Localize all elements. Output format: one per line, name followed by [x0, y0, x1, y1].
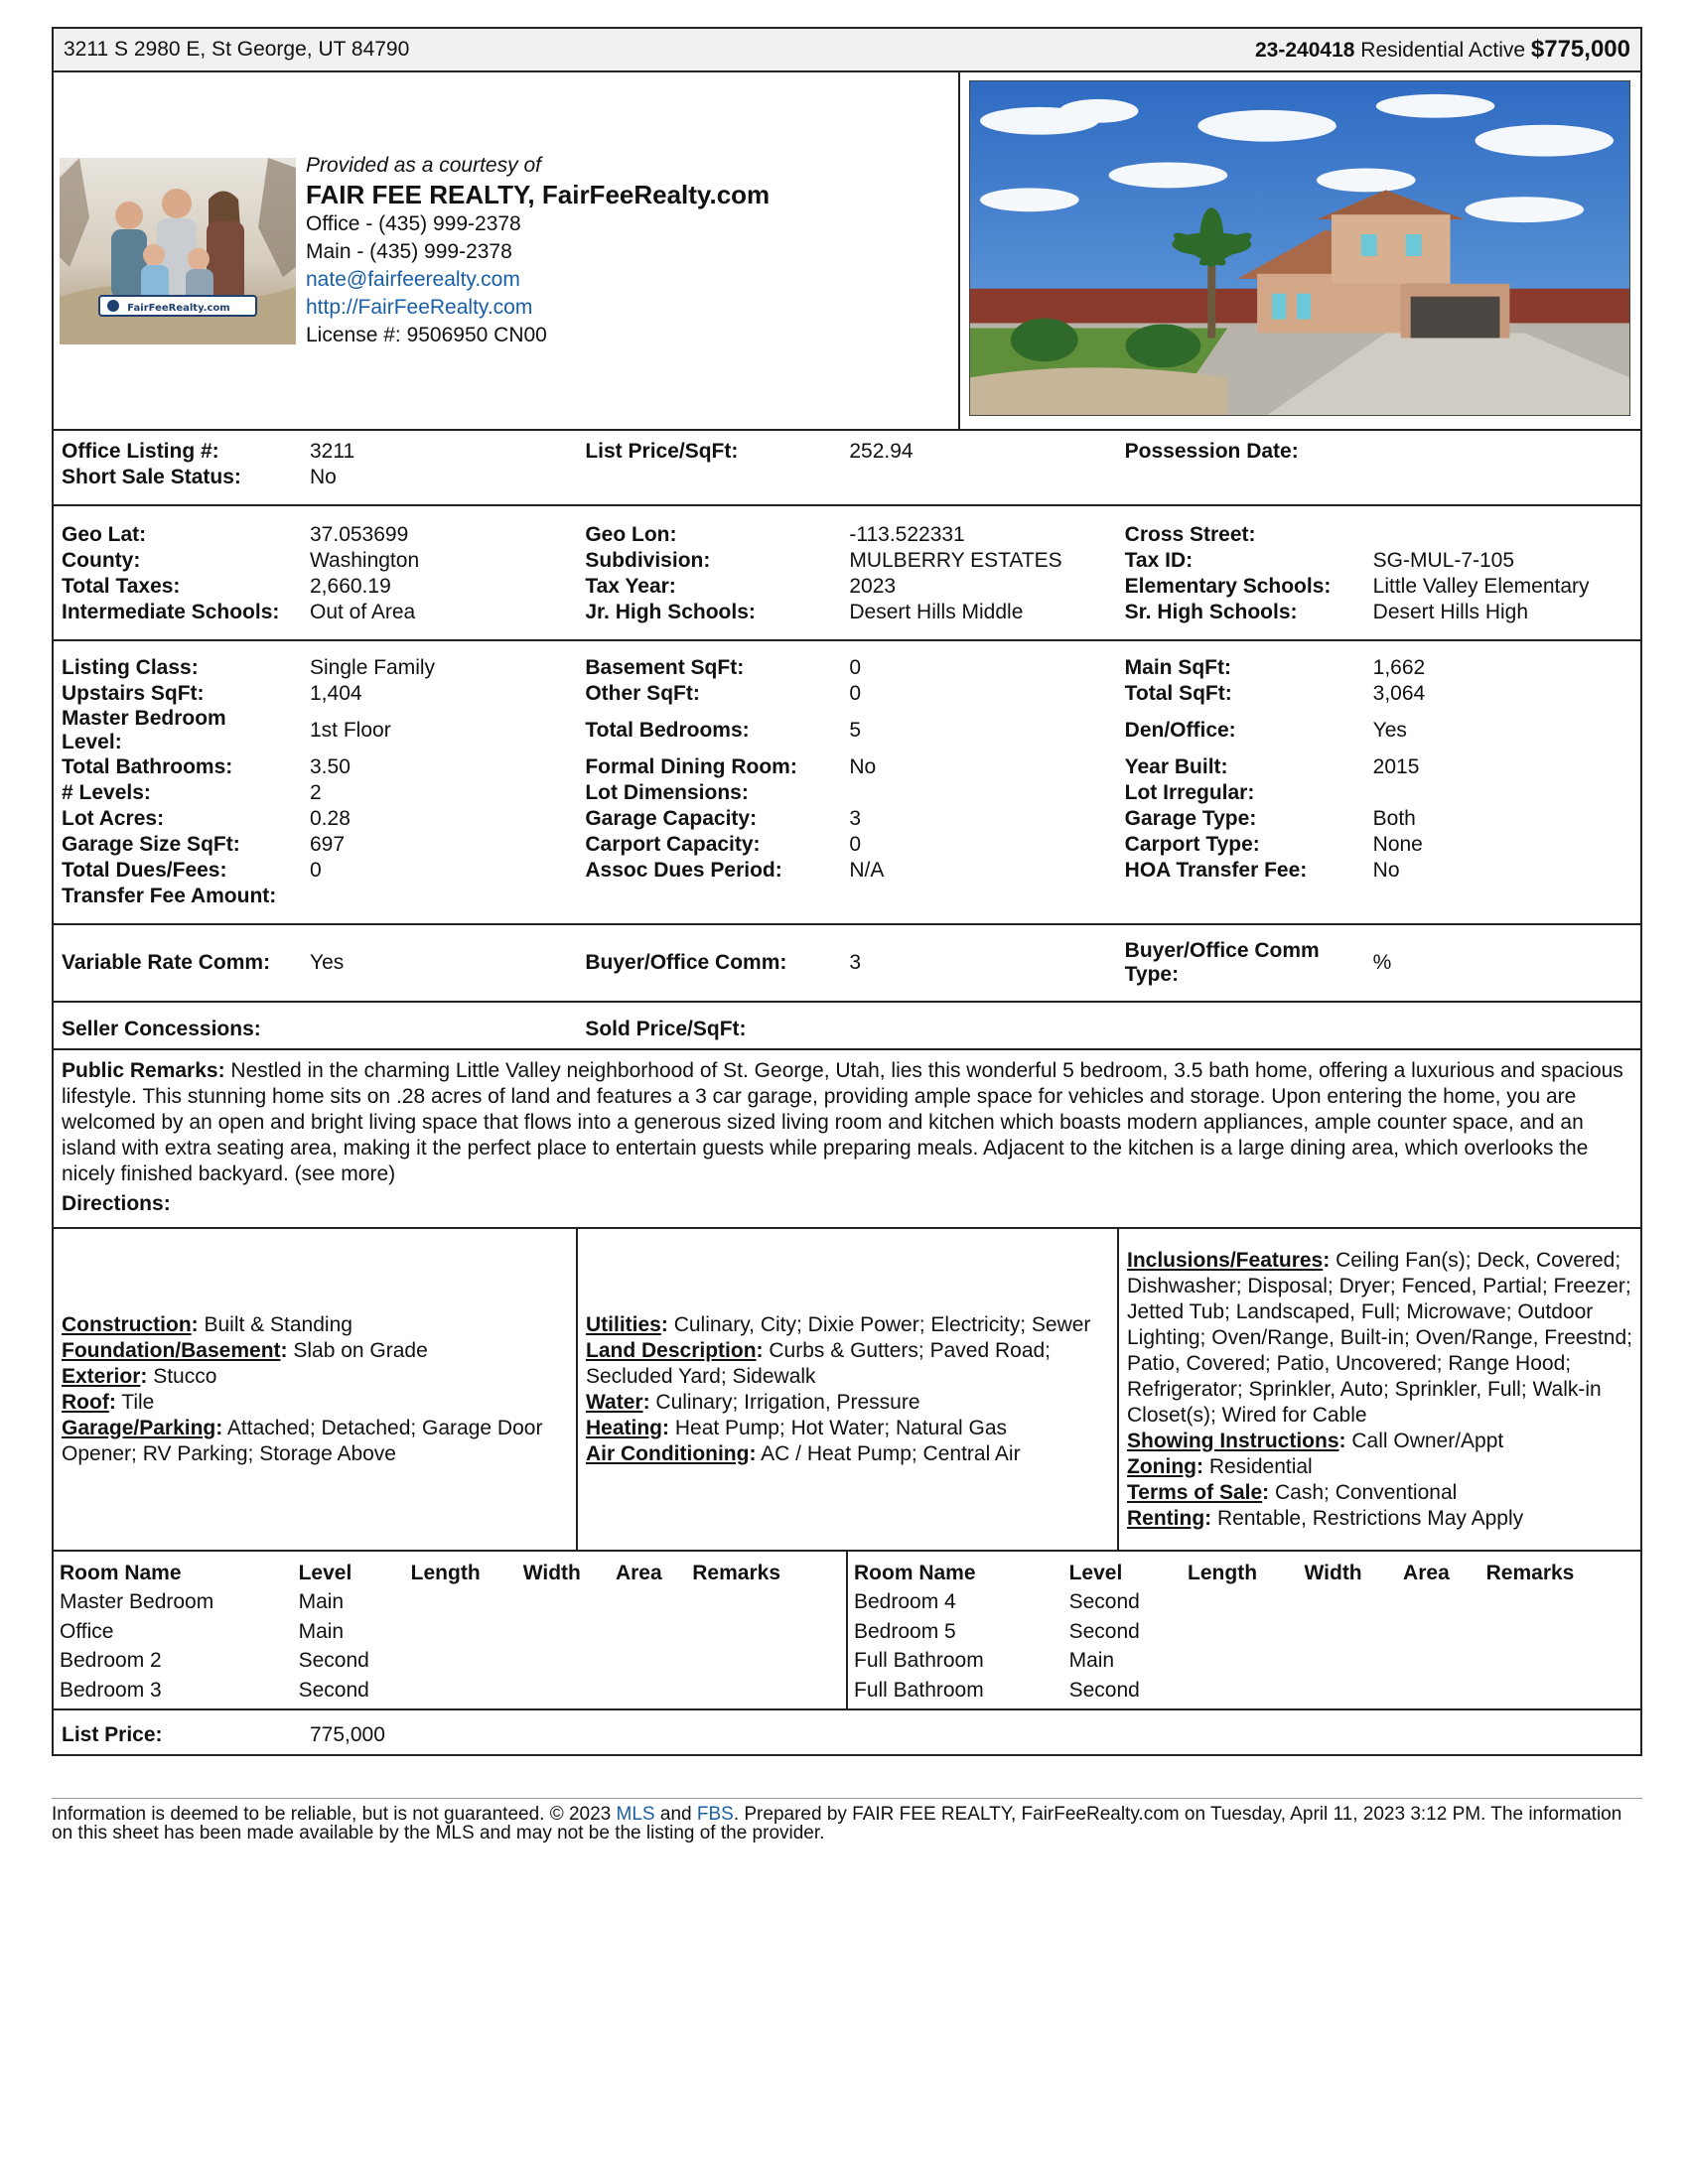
- public-remarks: [62, 1058, 1630, 1187]
- feature-item: Zoning: Residential: [1127, 1454, 1313, 1478]
- field-label: Listing Class:: [62, 656, 199, 679]
- field-label: # Levels:: [62, 781, 151, 804]
- agent-website-link[interactable]: http://FairFeeRealty.com: [306, 296, 533, 320]
- column-header: Width: [522, 1562, 581, 1584]
- column-header: Area: [1403, 1562, 1450, 1584]
- field-value: 3,064: [1372, 682, 1426, 705]
- field-label: Year Built:: [1124, 755, 1228, 778]
- field-value: 2023: [849, 575, 897, 598]
- column-header: Length: [410, 1562, 481, 1584]
- commission-section: [54, 925, 1640, 1003]
- table-row: Office Main: [60, 1619, 345, 1643]
- table-row: Full Bathroom Main: [854, 1649, 1115, 1672]
- field-label: Garage Capacity:: [585, 807, 758, 830]
- info-row: [62, 806, 1640, 832]
- agent-area: [54, 72, 960, 429]
- listing-info-section: [54, 431, 1640, 506]
- column-header: Remarks: [692, 1562, 780, 1584]
- column-header: Width: [1304, 1562, 1362, 1584]
- table-row: Full Bathroom Second: [854, 1678, 1140, 1702]
- field-label: Buyer/Office Comm Type:: [1124, 939, 1320, 986]
- field-label: Total Dues/Fees:: [62, 859, 227, 882]
- column-header: Area: [615, 1562, 662, 1584]
- sale-section: [54, 1003, 1640, 1050]
- feature-item: Construction: Built & Standing: [62, 1312, 352, 1336]
- listing-price: $775,000: [1530, 35, 1630, 63]
- field-label: Formal Dining Room:: [585, 755, 797, 778]
- field-value: Desert Hills Middle: [849, 601, 1024, 623]
- rooms-table-left: [54, 1552, 846, 1708]
- field-label: Sr. High Schools:: [1124, 601, 1298, 623]
- field-label: Short Sale Status:: [62, 466, 241, 488]
- field-label: [1125, 884, 1373, 909]
- column-header: Room Name: [60, 1562, 182, 1584]
- info-row: [62, 465, 1640, 490]
- field-value: No: [310, 466, 337, 488]
- feature-item: Heating: Heat Pump; Hot Water; Natural Gas: [586, 1416, 1008, 1439]
- class-status: Residential Active: [1360, 38, 1526, 62]
- field-label: Total Taxes:: [62, 575, 181, 598]
- info-row: [62, 858, 1640, 884]
- field-value: 0: [310, 859, 322, 882]
- feature-item: Inclusions/Features: Ceiling Fan(s); Deck, Covered; Dishwasher; Disposal; Dryer; Fenced, Partial; Freezer; Jetted Tub; Landscaped, Full; Microwave; Outdoor Lighting; Oven/Range, Built-in; Oven/Range, Freestnd; Patio, Covered; Patio, Uncovered; Range Hood; Refrigerator; Sprinkler, Auto; Sprinkler, Full; Walk-in Closet(s); Wired for Cable: [1127, 1248, 1632, 1427]
- table-row: Bedroom 3 Second: [60, 1678, 369, 1702]
- public-remarks-text: Nestled in the charming Little Valley neighborhood of St. George, Utah, lies this wonderful 5 bedroom, 3.5 bath home, offering a luxurious and spacious lifestyle. This stunning home sits on .28 acres of land and features a 3 car garage, providing ample space for vehicles and storage. Upon entering the home, you are welcomed by an open and bright living space that flows into a generous sized living room and kitchen which boasts modern appliances, ample counter space, and an island with extra seating area, making it the perfect place to entertain guests while preparing meals. Adjacent to the kitchen is a large dining area, which overlooks the nicely finished backyard. (see more): [62, 1059, 1623, 1185]
- field-value: MULBERRY ESTATES: [849, 549, 1062, 572]
- field-label: Total Bedrooms:: [585, 719, 750, 742]
- features-section: [54, 1229, 1640, 1552]
- field-label: Possession Date:: [1124, 440, 1299, 463]
- rooms-table-right: [846, 1552, 1640, 1708]
- field-label: [1125, 465, 1373, 490]
- public-remarks-label: Public Remarks:: [62, 1059, 225, 1082]
- info-row: [62, 574, 1640, 600]
- field-label: Seller Concessions:: [62, 1018, 261, 1040]
- info-row: [62, 655, 1640, 681]
- license-number: License #: 9506950 CN00: [306, 323, 547, 346]
- field-label: [585, 465, 849, 490]
- field-label: Lot Dimensions:: [585, 781, 749, 804]
- field-value: Yes: [1372, 719, 1407, 742]
- agent-logo-text: FairFeeRealty.com: [127, 302, 230, 314]
- field-value: -113.522331: [849, 523, 965, 546]
- property-details-section: [54, 641, 1640, 925]
- field-value: 5: [849, 719, 862, 742]
- column-header: Length: [1188, 1562, 1258, 1584]
- field-value: 0.28: [310, 807, 351, 830]
- field-value: Little Valley Elementary: [1372, 575, 1590, 598]
- mls-number: 23-240418: [1255, 38, 1355, 62]
- info-row: [62, 832, 1640, 858]
- list-price-label: List Price:: [62, 1723, 163, 1746]
- features-column-utilities: [578, 1229, 1119, 1550]
- field-value: Out of Area: [310, 601, 416, 623]
- field-label: Other SqFt:: [585, 682, 700, 705]
- field-label: Variable Rate Comm:: [62, 951, 271, 974]
- list-price-row: [54, 1710, 1640, 1754]
- info-row: [62, 939, 1640, 987]
- house-photo: [969, 80, 1630, 416]
- feature-item: Air Conditioning: AC / Heat Pump; Central Air: [586, 1441, 1021, 1465]
- field-label: [1125, 1017, 1373, 1042]
- field-value: %: [1372, 951, 1392, 974]
- field-value: No: [849, 755, 877, 778]
- field-label: Geo Lon:: [585, 523, 677, 546]
- field-label: Tax Year:: [585, 575, 676, 598]
- company-name: FAIR FEE REALTY, FairFeeRealty.com: [306, 180, 771, 210]
- info-row: [62, 754, 1640, 780]
- field-value: 1st Floor: [310, 719, 391, 742]
- field-value: Desert Hills High: [1372, 601, 1529, 623]
- field-value: Yes: [310, 951, 345, 974]
- location-section: [54, 506, 1640, 641]
- info-row: [62, 548, 1640, 574]
- field-label: HOA Transfer Fee:: [1124, 859, 1308, 882]
- field-value: 3211: [310, 440, 355, 463]
- feature-item: Renting: Rentable, Restrictions May Apply: [1127, 1506, 1524, 1530]
- features-column-construction: [54, 1229, 578, 1550]
- feature-item: Water: Culinary; Irrigation, Pressure: [586, 1390, 920, 1414]
- field-label: Total SqFt:: [1124, 682, 1232, 705]
- field-label: Master Bedroom Level:: [62, 707, 226, 753]
- feature-item: Roof: Tile: [62, 1390, 155, 1414]
- feature-item: Showing Instructions: Call Owner/Appt: [1127, 1429, 1504, 1452]
- rooms-header-row: [60, 1560, 840, 1587]
- feature-item: Foundation/Basement: Slab on Grade: [62, 1338, 428, 1362]
- field-label: Garage Size SqFt:: [62, 833, 240, 856]
- field-label: Lot Irregular:: [1124, 781, 1255, 804]
- fbs-link[interactable]: FBS: [696, 1804, 734, 1825]
- field-label: Elementary Schools:: [1124, 575, 1332, 598]
- field-label: Intermediate Schools:: [62, 601, 280, 623]
- directions-label: Directions:: [62, 1192, 171, 1215]
- column-header: Room Name: [854, 1562, 976, 1584]
- field-label: County:: [62, 549, 141, 572]
- field-label: Carport Capacity:: [585, 833, 761, 856]
- field-value: Single Family: [310, 656, 436, 679]
- field-label: Carport Type:: [1124, 833, 1260, 856]
- features-column-inclusions: [1119, 1229, 1640, 1550]
- feature-item: Land Description: Curbs & Gutters; Paved Road; Secluded Yard; Sidewalk: [586, 1338, 1052, 1388]
- field-label: Jr. High Schools:: [585, 601, 756, 623]
- field-value: 3: [849, 807, 862, 830]
- field-value: 2015: [1372, 755, 1420, 778]
- listing-sheet: [52, 27, 1642, 1756]
- disclaimer-footer: Information is deemed to be reliable, but is not guaranteed. © 2023 MLS and FBS. Prepared by FAIR FEE REALTY, FairFeeRealty.com on Tuesday, April 11, 2023 3:12 PM. The information on this sheet has been made available by the MLS and may not be the listing of the provider.: [52, 1798, 1642, 1843]
- info-row: [62, 884, 1640, 909]
- info-row: [62, 1017, 1640, 1042]
- field-value: 0: [849, 682, 862, 705]
- field-value: 0: [849, 656, 862, 679]
- column-header: Remarks: [1485, 1562, 1575, 1584]
- rooms-header-row: [854, 1560, 1634, 1587]
- listing-header: [54, 29, 1640, 72]
- info-row: [62, 522, 1640, 548]
- field-label: Garage Type:: [1124, 807, 1257, 830]
- field-label: Cross Street:: [1124, 523, 1256, 546]
- info-row: [62, 600, 1640, 625]
- field-label: Den/Office:: [1124, 719, 1236, 742]
- info-row: [62, 780, 1640, 806]
- column-header: Level: [1068, 1562, 1123, 1584]
- field-label: Total Bathrooms:: [62, 755, 233, 778]
- agent-email-link[interactable]: nate@fairfeerealty.com: [306, 268, 520, 292]
- field-label: Buyer/Office Comm:: [585, 951, 787, 974]
- field-label: Tax ID:: [1124, 549, 1194, 572]
- info-row: [62, 707, 1640, 754]
- mls-link[interactable]: MLS: [616, 1804, 655, 1825]
- field-value: 3: [849, 951, 862, 974]
- main-phone: Main - (435) 999-2378: [306, 240, 512, 264]
- field-label: Sold Price/SqFt:: [585, 1018, 747, 1040]
- field-value: Both: [1372, 807, 1416, 830]
- field-value: 0: [849, 833, 862, 856]
- field-value: No: [1372, 859, 1400, 882]
- table-row: Master Bedroom Main: [60, 1590, 345, 1613]
- agent-photo: [60, 158, 296, 344]
- field-value: Washington: [310, 549, 420, 572]
- remarks-section: [54, 1050, 1640, 1229]
- office-phone: Office - (435) 999-2378: [306, 212, 521, 236]
- field-label: [585, 884, 849, 909]
- field-value: SG-MUL-7-105: [1372, 549, 1515, 572]
- field-value: 697: [310, 833, 346, 856]
- table-row: Bedroom 4 Second: [854, 1590, 1140, 1613]
- field-label: List Price/SqFt:: [585, 440, 739, 463]
- field-value: 37.053699: [310, 523, 409, 546]
- info-row: [62, 439, 1640, 465]
- field-value: 3.50: [310, 755, 351, 778]
- field-label: Geo Lat:: [62, 523, 147, 546]
- field-label: Main SqFt:: [1124, 656, 1231, 679]
- field-value: N/A: [849, 859, 885, 882]
- list-price-value: 775,000: [310, 1723, 385, 1746]
- top-section: [54, 72, 1640, 431]
- field-value: 2: [310, 781, 322, 804]
- info-row: [62, 681, 1640, 707]
- house-area: [960, 72, 1640, 429]
- field-value: 1,662: [1372, 656, 1426, 679]
- field-label: Upstairs SqFt:: [62, 682, 205, 705]
- column-header: Level: [298, 1562, 352, 1584]
- feature-item: Garage/Parking: Attached; Detached; Garage Door Opener; RV Parking; Storage Above: [62, 1416, 543, 1465]
- listing-summary: [1255, 36, 1630, 65]
- agent-info: [306, 152, 770, 349]
- property-address: 3211 S 2980 E, St George, UT 84790: [64, 38, 410, 62]
- field-label: Transfer Fee Amount:: [62, 885, 277, 907]
- field-label: Office Listing #:: [62, 440, 219, 463]
- feature-item: Utilities: Culinary, City; Dixie Power; Electricity; Sewer: [586, 1312, 1091, 1336]
- field-value: 252.94: [849, 440, 914, 463]
- field-value: 2,660.19: [310, 575, 391, 598]
- feature-item: Terms of Sale: Cash; Conventional: [1127, 1480, 1458, 1504]
- field-value: None: [1372, 833, 1423, 856]
- field-value: 1,404: [310, 682, 362, 705]
- field-label: Subdivision:: [585, 549, 711, 572]
- field-label: Lot Acres:: [62, 807, 165, 830]
- rooms-section: [54, 1552, 1640, 1710]
- courtesy-text: Provided as a courtesy of: [306, 154, 541, 178]
- table-row: Bedroom 5 Second: [854, 1619, 1140, 1643]
- field-label: Assoc Dues Period:: [585, 859, 782, 882]
- table-row: Bedroom 2 Second: [60, 1649, 369, 1672]
- feature-item: Exterior: Stucco: [62, 1364, 217, 1388]
- field-label: Basement SqFt:: [585, 656, 745, 679]
